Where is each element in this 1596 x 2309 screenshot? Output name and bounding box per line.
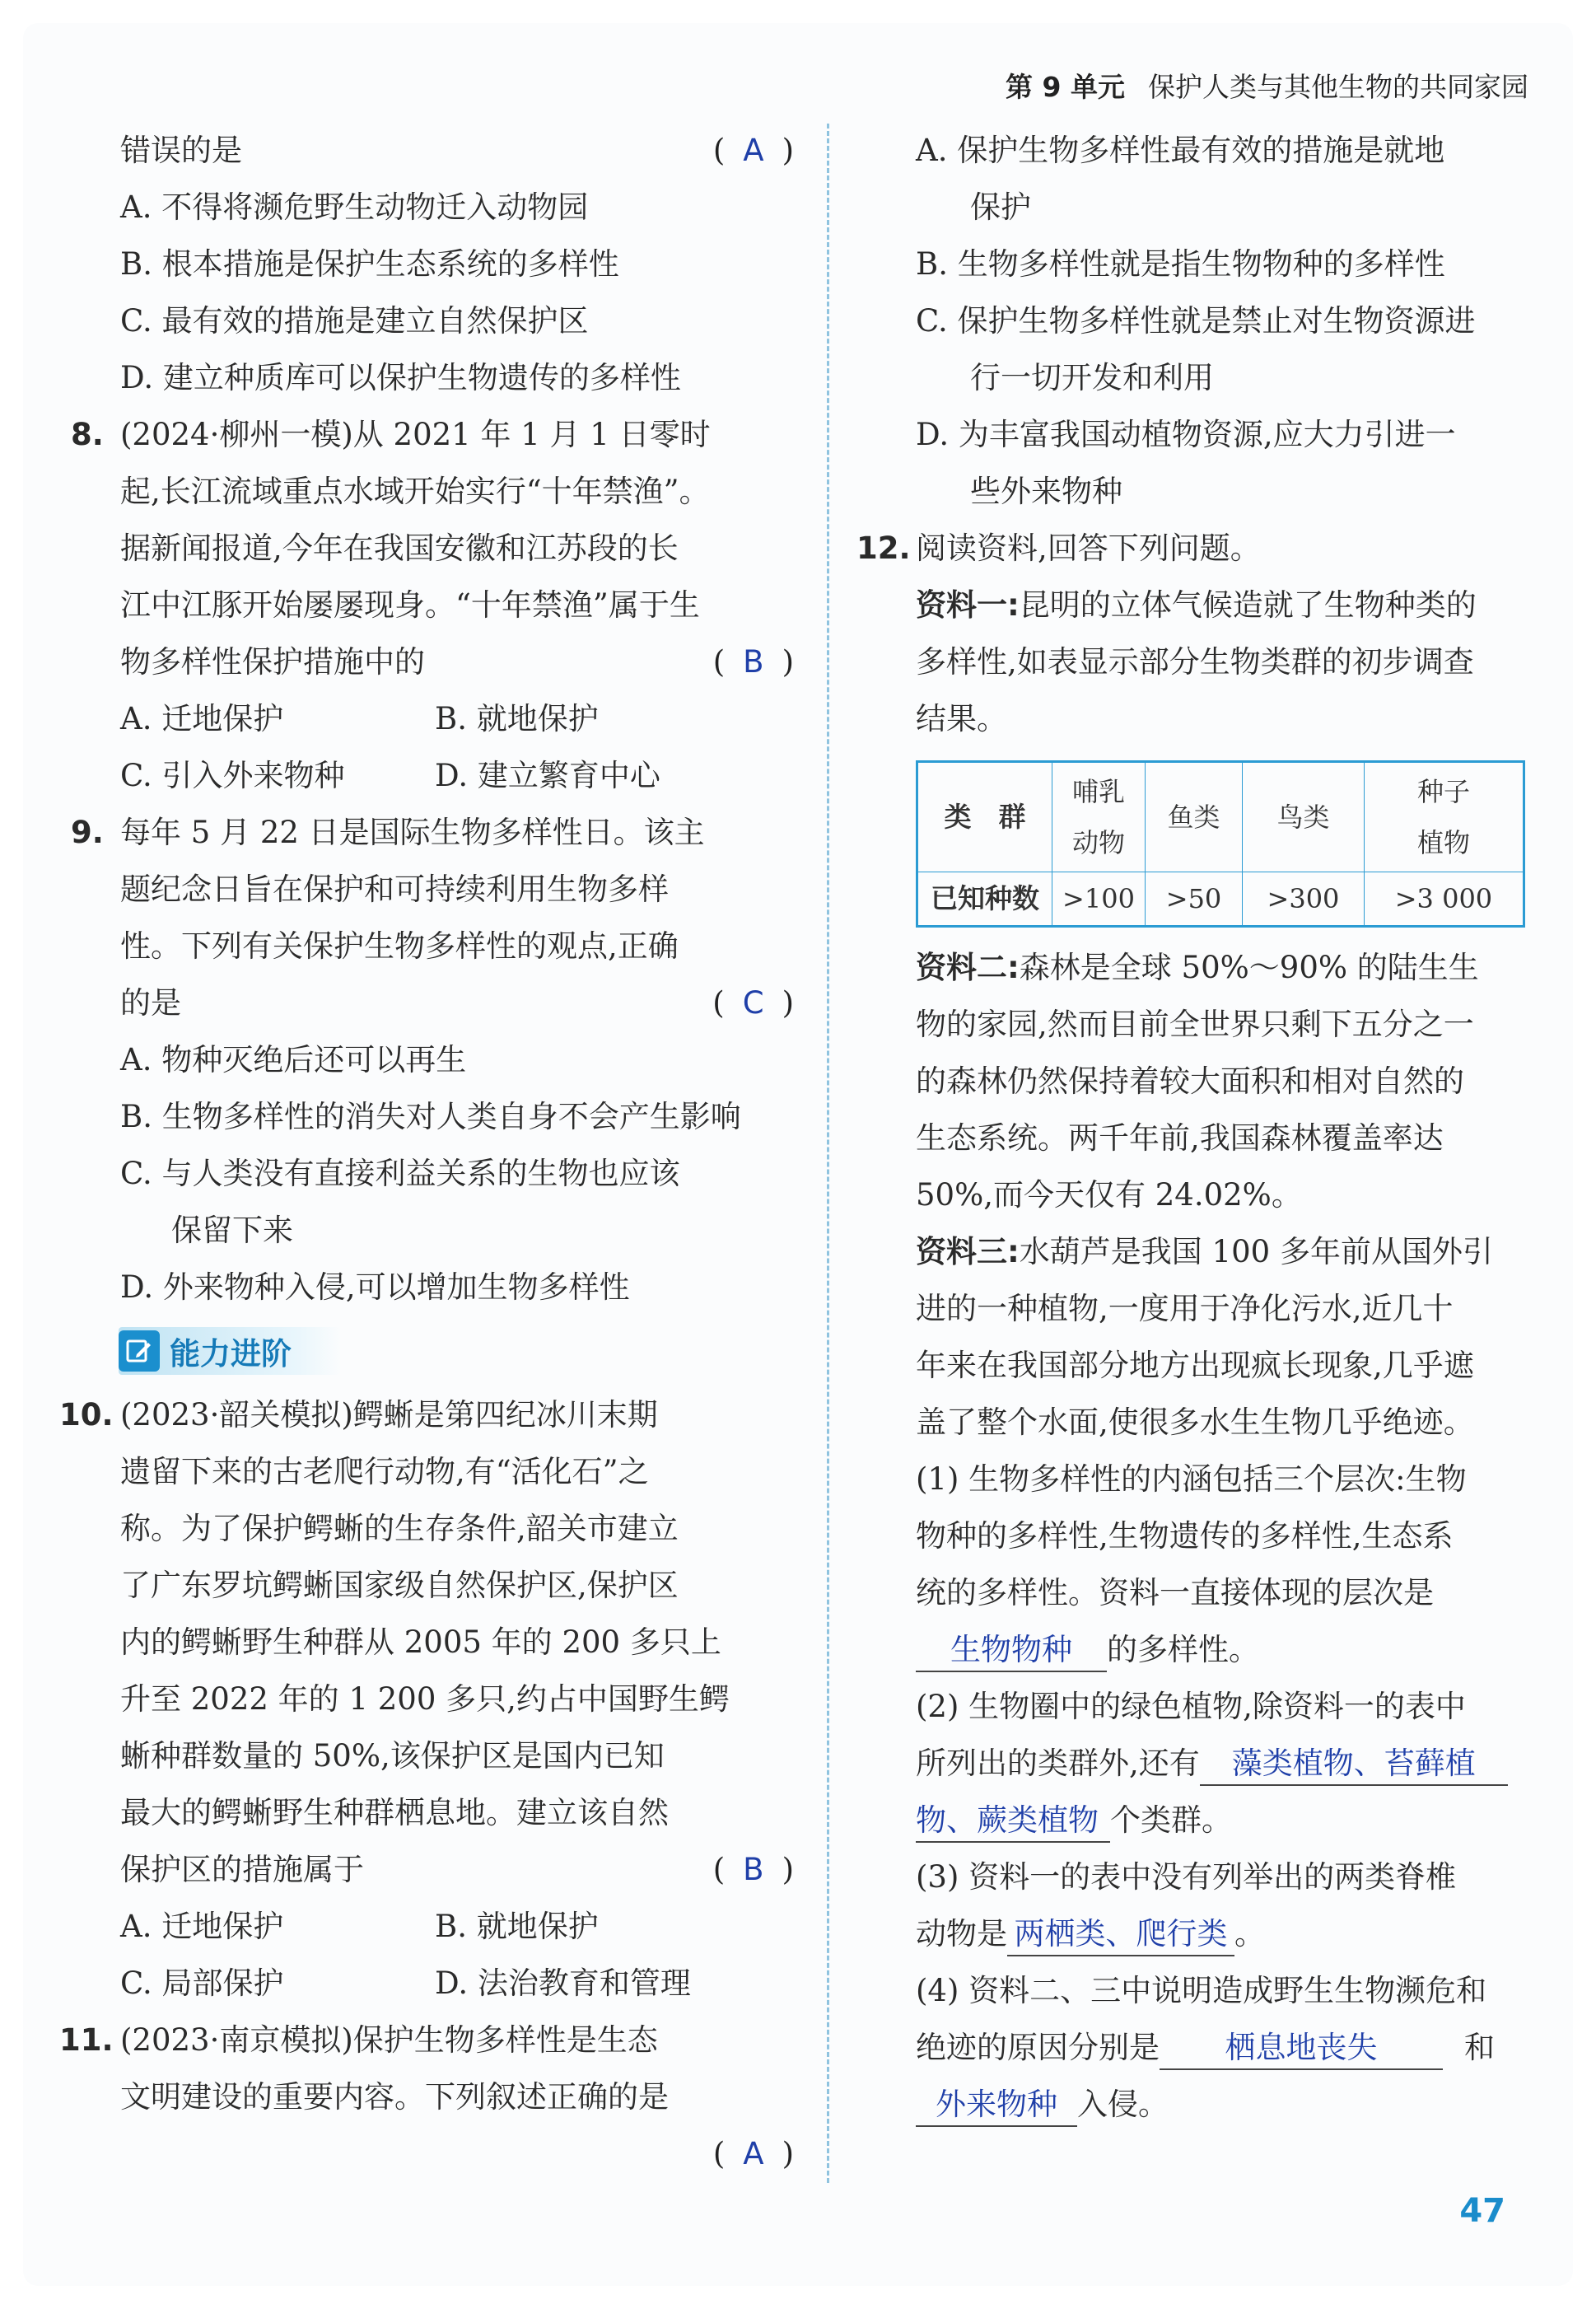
q12-part3-answer: 两栖类、爬行类 — [1007, 1914, 1234, 1956]
q12-intro: 12. 阅读资料,回答下列问题。 — [916, 520, 1525, 577]
q12-part1-answer-line: 生物物种 的多样性。 — [916, 1621, 1525, 1678]
q12-part2-line: (2) 生物圈中的绿色植物,除资料一的表中 — [916, 1689, 1466, 1724]
q9-stem-line: 9. 每年 5 月 22 日是国际生物多样性日。该主 — [120, 804, 794, 861]
table-cell: >50 — [1146, 872, 1243, 927]
q10-options-row — [120, 1955, 794, 2012]
q10-number: 10. — [59, 1397, 114, 1433]
q9-option-c: C. 与人类没有直接利益关系的生物也应该 — [120, 1156, 680, 1191]
q8-option-a: A. 迁地保护 — [120, 701, 284, 736]
q8-answer: B — [743, 644, 764, 680]
q12-part4-answer-b: 外来物种 — [916, 2084, 1077, 2127]
q8-options-row — [120, 690, 794, 747]
material-2-line: 资料二:森林是全球 50%～90% 的陆生生 — [916, 950, 1479, 985]
q9-option-b: B. 生物多样性的消失对人类自身不会产生影响 — [120, 1099, 741, 1134]
q7-answer: A — [743, 133, 764, 168]
q8-option-d: D. 建立繁育中心 — [435, 758, 660, 793]
mammal-label: 哺乳动物 — [1071, 776, 1125, 858]
material-2-line: 的森林仍然保持着较大面积和相对自然的 — [916, 1063, 1464, 1099]
q12-part4-line: (4) 资料二、三中说明造成野生生物濒危和 — [916, 1973, 1487, 2008]
q12-part2-line: 物、蕨类植物 个类群。 — [916, 1792, 1525, 1849]
left-column — [59, 122, 794, 2182]
q7-option-b: B. 根本措施是保护生态系统的多样性 — [120, 246, 619, 282]
q10-option-c: C. 局部保护 — [120, 1965, 284, 2001]
q9-answer-box: ( C ) — [712, 985, 794, 1021]
q11-option-b: B. 生物多样性就是指生物物种的多样性 — [916, 246, 1445, 282]
material-3-line: 进的一种植物,一度用于净化污水,近几十 — [916, 1291, 1454, 1326]
q8-stem-line: 据新闻报道,今年在我国安徽和江苏段的长 — [120, 531, 679, 566]
table-cell: >3 000 — [1364, 872, 1524, 927]
q9-stem-line: 性。下列有关保护生物多样性的观点,正确 — [120, 928, 679, 964]
q8-stem-line: 江中江豚开始屡屡现身。“十年禁渔”属于生 — [120, 587, 700, 623]
q9-option-d: D. 外来物种入侵,可以增加生物多样性 — [120, 1269, 630, 1305]
table-header-cell: 鸟类 — [1243, 762, 1365, 872]
right-column — [856, 122, 1525, 2133]
unit-title: 保护人类与其他生物的共同家园 — [1148, 71, 1528, 103]
q10-stem-line: 保护区的措施属于 ( B ) — [120, 1841, 794, 1898]
q10-stem-line: 内的鳄蜥野生种群从 2005 年的 200 多只上 — [120, 1624, 721, 1660]
q9-stem-line: 的是 ( C ) — [120, 975, 794, 1031]
table-header-cell: 类 群 — [917, 762, 1052, 872]
q11-option-a-cont: 保护 — [970, 189, 1031, 225]
q12-part1-answer: 生物物种 — [916, 1629, 1107, 1672]
q9-option-a: A. 物种灭绝后还可以再生 — [120, 1042, 467, 1077]
table-cell: >100 — [1052, 872, 1146, 927]
q11-option-d-cont: 些外来物种 — [970, 474, 1122, 509]
q10-option-a: A. 迁地保护 — [120, 1909, 284, 1944]
q10-option-d: D. 法治教育和管理 — [435, 1965, 691, 2001]
material-3-label: 资料三: — [916, 1234, 1020, 1269]
material-2-line: 物的家园,然而目前全世界只剩下五分之一 — [916, 1007, 1474, 1042]
q12-part2-line: 所列出的类群外,还有 藻类植物、苔藓植 — [916, 1735, 1525, 1792]
q10-answer-box: ( B ) — [712, 1852, 794, 1887]
q8-option-c: C. 引入外来物种 — [120, 758, 345, 793]
q8-answer-box: ( B ) — [712, 644, 794, 680]
material-2-label: 资料二: — [916, 950, 1020, 985]
q12-number: 12. — [856, 531, 911, 566]
q11-answer-line — [120, 2125, 794, 2182]
q12-part1-line: 物种的多样性,生物遗传的多样性,生态系 — [916, 1518, 1454, 1554]
q8-stem-line: 起,长江流域重点水域开始实行“十年禁渔”。 — [120, 474, 710, 509]
q7-stem-tail: 错误的是 ( A ) — [120, 122, 794, 179]
q8-stem-line: 8. (2024·柳州一模)从 2021 年 1 月 1 日零时 — [120, 406, 794, 463]
material-3-line: 年来在我国部分地方出现疯长现象,几乎遮 — [916, 1348, 1474, 1383]
q10-stem-line: 10. (2023·韶关模拟)鳄蜥是第四纪冰川末期 — [120, 1386, 794, 1443]
q7-option-d: D. 建立种质库可以保护生物遗传的多样性 — [120, 360, 681, 395]
q10-answer: B — [743, 1852, 764, 1887]
q8-number: 8. — [71, 417, 104, 452]
q9-option-c-cont: 保留下来 — [171, 1213, 293, 1248]
q9-stem-line: 题纪念日旨在保护和可持续利用生物多样 — [120, 872, 669, 907]
species-table — [916, 760, 1525, 928]
table-row — [917, 762, 1524, 872]
q12-part1-line: 统的多样性。资料一直接体现的层次是 — [916, 1575, 1434, 1610]
material-2-line: 50%,而今天仅有 24.02%。 — [916, 1177, 1302, 1213]
q11-option-c: C. 保护生物多样性就是禁止对生物资源进 — [916, 303, 1476, 339]
q12-part1-line: (1) 生物多样性的内涵包括三个层次:生物 — [916, 1461, 1467, 1497]
q10-option-b: B. 就地保护 — [435, 1909, 599, 1944]
q11-stem-line: 文明建设的重要内容。下列叙述正确的是 — [120, 2079, 669, 2115]
pencil-note-icon — [119, 1330, 160, 1372]
q12-part3-line: (3) 资料一的表中没有列举出的两类脊椎 — [916, 1859, 1457, 1895]
q9-number: 9. — [71, 815, 104, 850]
q11-option-a: A. 保护生物多样性最有效的措施是就地 — [916, 133, 1445, 168]
material-3-line: 资料三:水葫芦是我国 100 多年前从国外引 — [916, 1234, 1493, 1269]
material-3-line: 盖了整个水面,使很多水生生物几乎绝迹。 — [916, 1405, 1474, 1440]
q11-number: 11. — [59, 2022, 114, 2058]
q11-answer-box: ( A ) — [712, 2136, 794, 2171]
q8-stem-line: 物多样性保护措施中的 ( B ) — [120, 633, 794, 690]
q12-part4-line: 外来物种 入侵。 — [916, 2076, 1525, 2133]
q10-stem-line: 了广东罗坑鳄蜥国家级自然保护区,保护区 — [120, 1568, 679, 1603]
q12-part4-line: 绝迹的原因分别是 栖息地丧失 和 — [916, 2019, 1525, 2076]
section-banner — [119, 1327, 341, 1375]
table-header-cell: 鱼类 — [1146, 762, 1243, 872]
q10-options-row — [120, 1898, 794, 1955]
page-number: 47 — [1459, 2192, 1505, 2230]
q10-stem-line: 称。为了保护鳄蜥的生存条件,韶关市建立 — [120, 1511, 679, 1546]
seed-plant-label: 种子植物 — [1416, 776, 1470, 858]
q7-option-c: C. 最有效的措施是建立自然保护区 — [120, 303, 589, 339]
q12-part2-answer-a: 藻类植物、苔藓植 — [1200, 1743, 1508, 1786]
q12-part4-answer-a: 栖息地丧失 — [1160, 2027, 1443, 2070]
material-2-line: 生态系统。两千年前,我国森林覆盖率达 — [916, 1120, 1444, 1156]
q7-option-a: A. 不得将濒危野生动物迁入动物园 — [120, 189, 589, 225]
q11-stem-line: 11. (2023·南京模拟)保护生物多样性是生态 — [120, 2012, 794, 2068]
q8-options-row — [120, 747, 794, 804]
q11-answer: A — [743, 2136, 764, 2171]
q11-option-c-cont: 行一切开发和利用 — [970, 360, 1214, 395]
table-row — [917, 872, 1524, 927]
q9-answer: C — [742, 985, 764, 1021]
material-1-line: 资料一:昆明的立体气候造就了生物种类的 — [916, 587, 1477, 623]
section-title: 能力进阶 — [170, 1336, 292, 1372]
q10-stem-line: 最大的鳄蜥野生种群栖息地。建立该自然 — [120, 1795, 669, 1830]
table-cell: 已知种数 — [917, 872, 1052, 927]
material-1-label: 资料一: — [916, 587, 1020, 623]
q7-answer-box: ( A ) — [712, 133, 794, 168]
unit-label: 第 9 单元 — [1006, 71, 1125, 103]
table-cell: >300 — [1243, 872, 1365, 927]
q10-stem-line: 遗留下来的古老爬行动物,有“活化石”之 — [120, 1454, 649, 1489]
column-divider — [827, 124, 829, 2183]
q10-stem-line: 蜥种群数量的 50%,该保护区是国内已知 — [120, 1738, 665, 1774]
q12-part2-answer-b: 物、蕨类植物 — [916, 1800, 1110, 1843]
page-header — [1006, 66, 1528, 105]
q10-stem-line: 升至 2022 年的 1 200 多只,约占中国野生鳄 — [120, 1681, 730, 1717]
table-header-cell — [1364, 762, 1524, 872]
q12-part3-line: 动物是 两栖类、爬行类 。 — [916, 1905, 1525, 1962]
q11-option-d: D. 为丰富我国动植物资源,应大力引进一 — [916, 417, 1456, 452]
q8-option-b: B. 就地保护 — [435, 701, 599, 736]
material-1-line: 多样性,如表显示部分生物类群的初步调查 — [916, 644, 1474, 680]
material-1-line: 结果。 — [916, 701, 1007, 736]
table-header-cell — [1052, 762, 1146, 872]
